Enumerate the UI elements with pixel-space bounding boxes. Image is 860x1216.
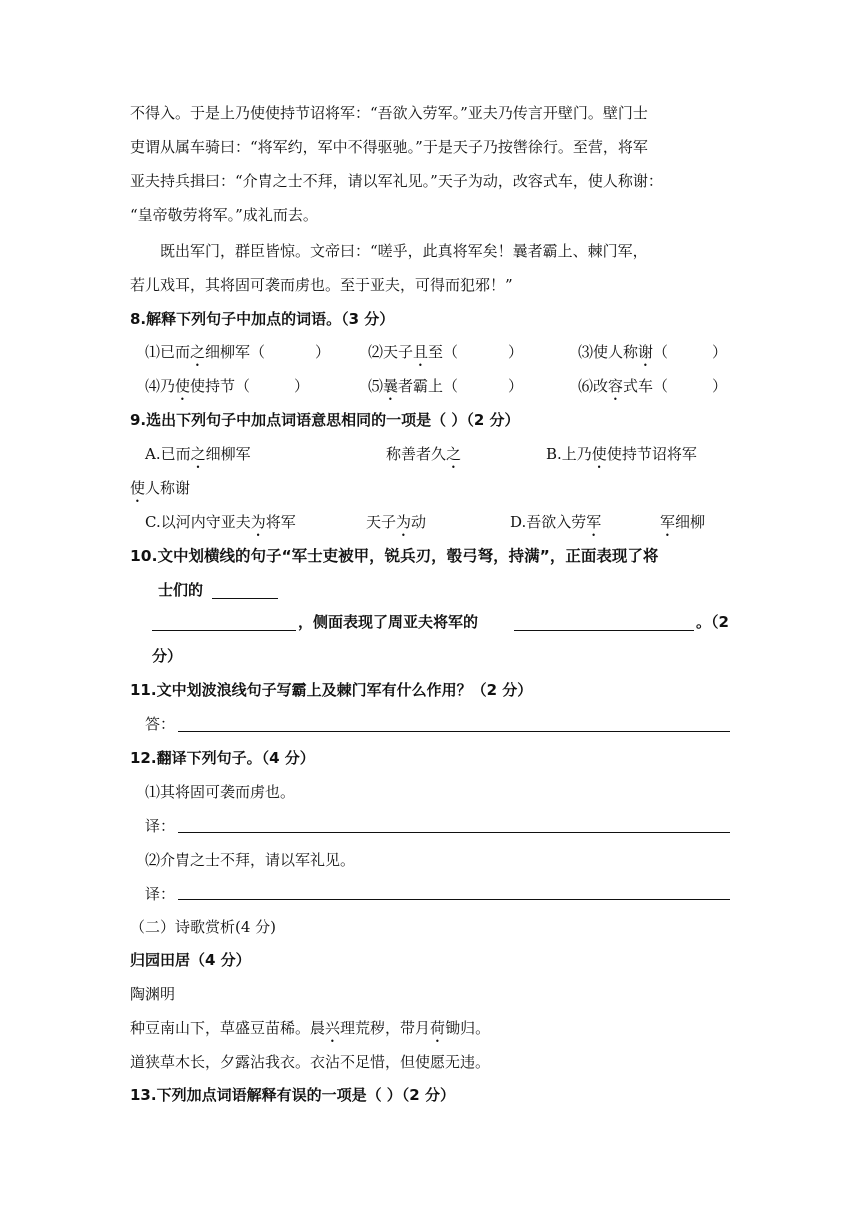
q13-title: 13.下列加点词语解释有误的一项是（ ）（2 分） bbox=[130, 1086, 455, 1104]
q11-answer-line[interactable] bbox=[178, 731, 730, 732]
q8-item-2: ⑵天子且至（ ） bbox=[368, 343, 524, 361]
q12-title: 12.翻译下列句子。（4 分） bbox=[130, 749, 315, 767]
q10-mid-text: ，侧面表现了周亚夫将军的 bbox=[298, 613, 479, 631]
q12-answer-line-2[interactable] bbox=[178, 899, 730, 900]
q9-option-d1: D.吾欲入劳军 bbox=[510, 513, 602, 531]
q10-title: 10.文中划横线的句子“军士吏被甲，锐兵刃，彀弓弩，持满”，正面表现了将 bbox=[130, 547, 659, 565]
poem-title: 归园田居（4 分） bbox=[130, 951, 251, 969]
q10-end-text: 。（2 bbox=[696, 613, 729, 631]
q9-option-d2: 军细柳 bbox=[660, 513, 706, 531]
q12-translate-label-2: 译： bbox=[145, 885, 176, 903]
q12-answer-line-1[interactable] bbox=[178, 832, 730, 833]
q12-sentence-1: ⑴其将固可袭而虏也。 bbox=[145, 783, 296, 801]
passage-line-3: 亚夫持兵揖曰：“介胄之士不拜，请以军礼见。”天子为动，改容式车，使人称谢： bbox=[130, 172, 663, 190]
poem-line-1: 种豆南山下，草盛豆苗稀。晨兴理荒秽，带月荷锄归。 bbox=[130, 1019, 491, 1037]
passage-line-5: 既出军门，群臣皆惊。文帝曰：“嗟乎，此真将军矣！曩者霸上、棘门军， bbox=[160, 242, 648, 260]
q9-option-c1: C.以河内守亚夫为将军 bbox=[145, 513, 296, 531]
q8-item-3: ⑶使人称谢（ ） bbox=[578, 343, 728, 361]
q9-option-a2: 称善者久之 bbox=[386, 445, 462, 463]
q9-option-b1: B.上乃使使持节诏将军 bbox=[546, 445, 697, 463]
poem-section-heading: （二）诗歌赏析(4 分) bbox=[130, 918, 277, 936]
poem-line-2: 道狭草木长，夕露沾我衣。衣沾不足惜，但使愿无违。 bbox=[130, 1053, 491, 1071]
q10-blank-1a[interactable] bbox=[212, 598, 278, 599]
passage-line-1: 不得入。于是上乃使使持节诏将军：“吾欲入劳军。”亚夫乃传言开壁门。壁门士 bbox=[130, 104, 648, 122]
q12-sentence-2: ⑵介胄之士不拜，请以军礼见。 bbox=[145, 851, 356, 869]
q10-line2-label: 士们的 bbox=[158, 581, 204, 599]
q8-item-1: ⑴已而之细柳军（ ） bbox=[145, 343, 331, 361]
q10-blank-2[interactable] bbox=[514, 630, 694, 631]
q9-option-b2: 使人称谢 bbox=[130, 479, 191, 497]
q9-title: 9.选出下列句子中加点词语意思相同的一项是（ ）（2 分） bbox=[130, 411, 520, 429]
q8-item-4: ⑷乃使使持节（ ） bbox=[145, 377, 310, 395]
q11-answer-label: 答： bbox=[145, 715, 176, 733]
q10-end-unit: 分） bbox=[152, 647, 183, 665]
q8-title: 8.解释下列句子中加点的词语。（3 分） bbox=[130, 310, 395, 328]
q8-item-5: ⑸曩者霸上（ ） bbox=[368, 377, 524, 395]
poem-author: 陶渊明 bbox=[130, 985, 176, 1003]
q8-item-6: ⑹改容式车（ ） bbox=[578, 377, 728, 395]
q11-title: 11.文中划波浪线句子写霸上及棘门军有什么作用？（2 分） bbox=[130, 681, 533, 699]
passage-line-6: 若儿戏耳，其将固可袭而虏也。至于亚夫，可得而犯邪！” bbox=[130, 276, 513, 294]
q9-option-c2: 天子为动 bbox=[366, 513, 427, 531]
q10-blank-1b[interactable] bbox=[152, 630, 296, 631]
passage-line-2: 吏谓从属车骑曰：“将军约，军中不得驱驰。”于是天子乃按辔徐行。至营，将军 bbox=[130, 138, 648, 156]
q12-translate-label-1: 译： bbox=[145, 817, 176, 835]
passage-line-4: “皇帝敬劳将军。”成礼而去。 bbox=[130, 206, 318, 224]
q9-option-a1: A.已而之细柳军 bbox=[145, 445, 251, 463]
